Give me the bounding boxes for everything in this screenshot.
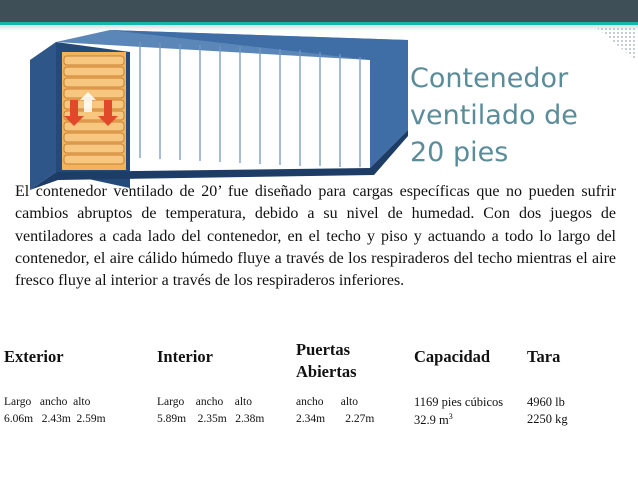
puertas-values: 2.34m 2.27m [296,413,375,425]
slide-title [410,60,630,171]
tara-line1: 4960 lb [527,395,565,409]
header-tara: Tara [527,347,561,366]
exterior-labels: Largo ancho alto [4,396,91,408]
header-puertas-line2: Abiertas [296,362,357,381]
slide-top-bar [0,0,638,22]
capacidad-line2 [414,412,453,428]
interior-labels: Largo ancho alto [157,396,252,408]
header-exterior: Exterior [4,347,64,366]
header-interior: Interior [157,347,213,366]
tara-line2: 2250 kg [527,412,568,426]
ventilated-container-illustration [18,30,408,190]
header-puertas-line1: Puertas [296,340,351,359]
title-line-3: 20 pies [410,137,509,168]
description-paragraph: El contenedor ventilado de 20’ fue diseñado para cargas específicas que no pueden sufrir cambios abruptos de temperatura, debido a su nivel de humedad. Con dos juegos de ventiladores a cada lado del contenedor, en el techo y piso y actuando a todo lo largo del contenedor, el aire cálido húmedo fluye a través de los respiraderos del techo mientras el aire fresco fluye al interior a través de los respiraderos inferiores. [15,183,616,290]
title-line-2: ventilado de [410,100,578,131]
exterior-values: 6.06m 2.43m 2.59m [4,413,106,425]
title-line-1: Contenedor [410,63,569,94]
header-capacidad: Capacidad [414,347,491,366]
capacidad-line1: 1169 pies cúbicos [414,395,504,409]
capacidad-exponent: 3 [448,412,453,421]
capacidad-value: 32.9 m [414,413,449,427]
interior-values: 5.89m 2.35m 2.38m [157,413,265,425]
header-puertas-abiertas [296,339,357,383]
corner-pattern-decoration [597,28,637,62]
puertas-labels: ancho alto [296,396,358,408]
